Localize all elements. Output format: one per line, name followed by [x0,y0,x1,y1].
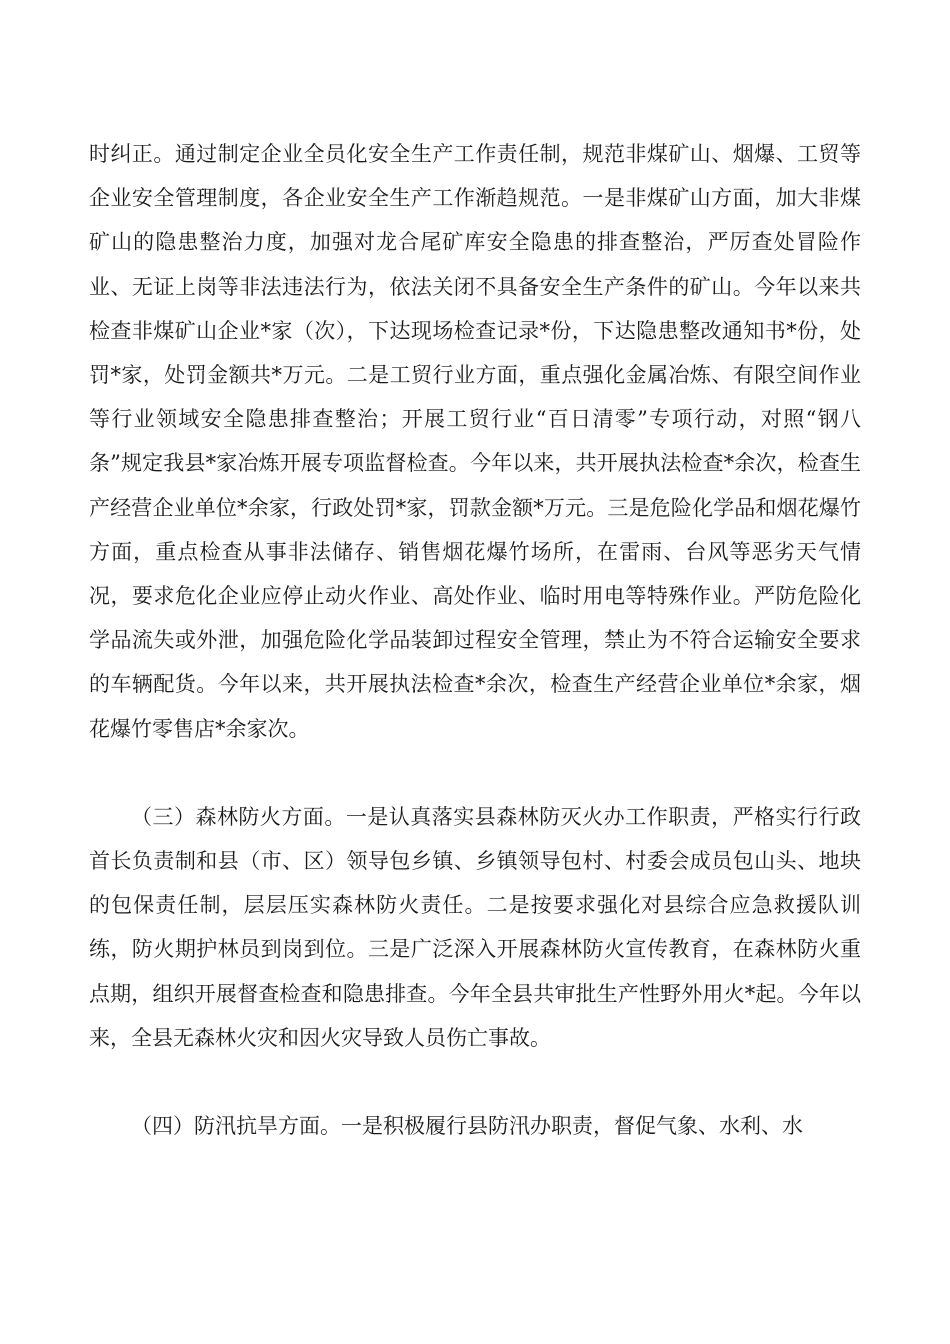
paragraph-spacer [89,1060,861,1104]
document-body [89,132,861,1148]
paragraph-forest-fire-prevention: （三）森林防火方面。一是认真落实县森林防灭火办工作职责，严格实行行政首长负责制和县（市、区）领导包乡镇、乡镇领导包村、村委会成员包山头、地块的包保责任制，层层压实森林防火责任。二是按要求强化对县综合应急救援队训练，防火期护林员到岗到位。三是广泛深入开展森林防火宣传教育，在森林防火重点期，组织开展督查检查和隐患排查。今年全县共审批生产性野外用火*起。今年以来，全县无森林火灾和因火灾导致人员伤亡事故。 [89,804,861,1050]
paragraph-spacer [89,751,861,795]
paragraph-flood-drought-control: （四）防汛抗旱方面。一是积极履行县防汛办职责，督促气象、水利、水 [131,1114,803,1139]
paragraph-continuation: 时纠正。通过制定企业全员化安全生产工作责任制，规范非煤矿山、烟爆、工贸等企业安全管理制度，各企业安全生产工作渐趋规范。一是非煤矿山方面，加大非煤矿山的隐患整治力度，加强对龙合尾矿库安全隐患的排查整治，严厉查处冒险作业、无证上岗等非法违法行为，依法关闭不具备安全生产条件的矿山。今年以来共检查非煤矿山企业*家（次），下达现场检查记录*份，下达隐患整改通知书*份，处罚*家，处罚金额共*万元。二是工贸行业方面，重点强化金属冶炼、有限空间作业等行业领域安全隐患排查整治；开展工贸行业“百日清零”专项行动，对照“钢八条”规定我县*家冶炼开展专项监督检查。今年以来，共开展执法检查*余次，检查生产经营企业单位*余家，行政处罚*家，罚款金额*万元。三是危险化学品和烟花爆竹方面，重点检查从事非法储存、销售烟花爆竹场所，在雷雨、台风等恶劣天气情况，要求危化企业应停止动火作业、高处作业、临时用电等特殊作业。严防危险化学品流失或外泄，加强危险化学品装卸过程安全管理，禁止为不符合运输安全要求的车辆配货。今年以来，共开展执法检查*余次，检查生产经营企业单位*余家，烟花爆竹零售店*余家次。 [89,142,861,741]
